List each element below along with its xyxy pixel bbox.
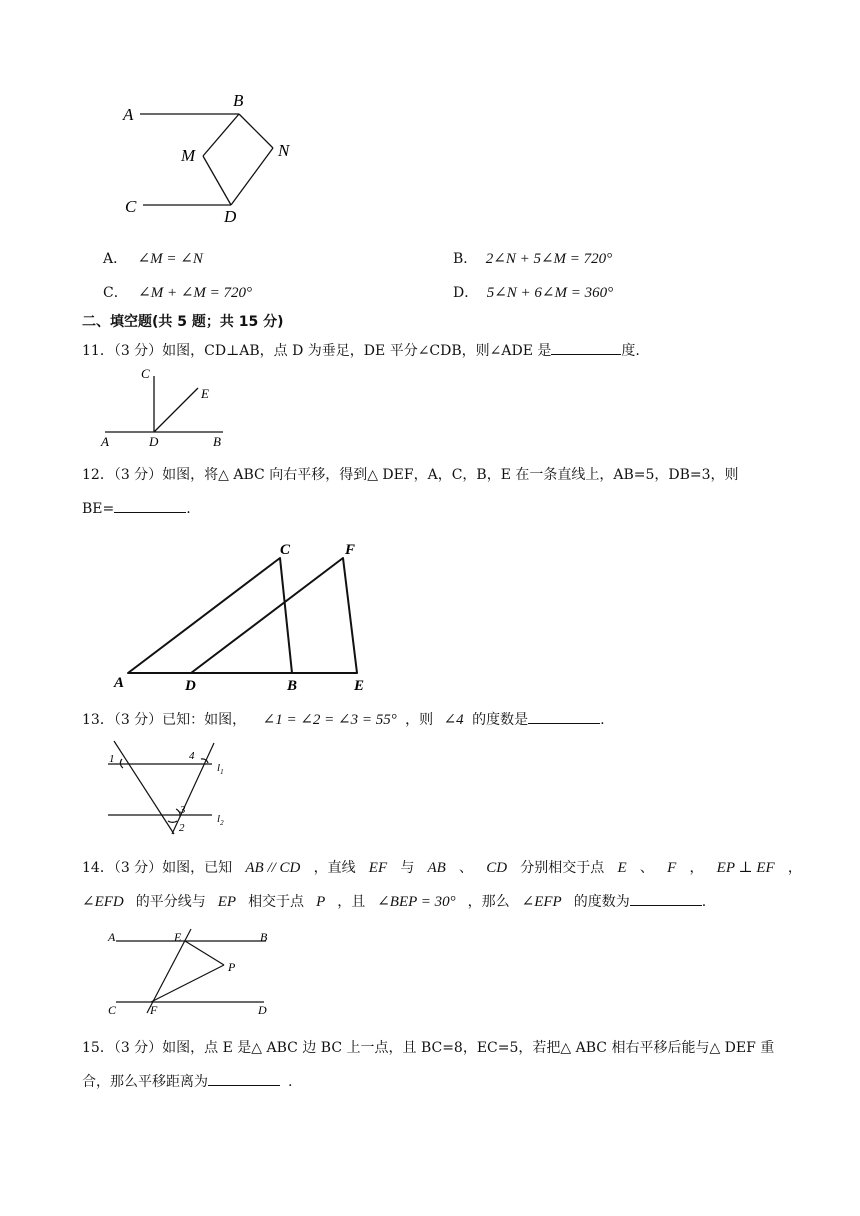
- q14-line1: [82, 857, 802, 877]
- q12-line2: [82, 498, 191, 517]
- q14-line1-run-13: EP ⊥ EF: [716, 860, 775, 876]
- q11-suffix: 度.: [621, 343, 640, 359]
- q15-answer-blank[interactable]: [208, 1071, 280, 1086]
- q14-line2-end-wrap: [630, 891, 706, 910]
- q10-option-d-letter: D．: [453, 285, 479, 301]
- q11-label-a: A: [101, 434, 109, 449]
- q14-line1-run-4: 与: [400, 860, 415, 876]
- q12-answer-blank[interactable]: [114, 498, 186, 513]
- q14-line2-run-1: 的平分线与: [135, 894, 206, 910]
- q11-label-c: C: [141, 366, 150, 381]
- q11-label-e: E: [201, 386, 209, 401]
- q10-label-n: N: [278, 141, 290, 160]
- q10-option-b: [453, 248, 612, 268]
- q14-line1-run-5: AB: [427, 860, 446, 876]
- q14-line1-run-2: ，直线: [313, 860, 356, 876]
- q10-figure: [115, 88, 315, 228]
- q14-label-p: P: [228, 960, 236, 974]
- q14-label-b: B: [260, 930, 268, 944]
- q12-label-e: E: [354, 678, 365, 694]
- q11-label-b: B: [213, 434, 221, 449]
- q10-label-a: A: [123, 105, 134, 124]
- q13-math-angles: ∠1 = ∠2 = ∠3 = 55°: [262, 712, 397, 728]
- q14-line1-run-11: F: [667, 860, 677, 876]
- section-heading: 二、填空题(共 5 题；共 15 分): [82, 314, 284, 330]
- q13-end: .: [600, 712, 605, 728]
- q14-line1-run-14: ，: [787, 860, 802, 876]
- q14-label-a: A: [108, 930, 116, 944]
- q13-prefix: 13．（3 分）已知：如图，: [82, 712, 247, 728]
- q10-label-b: B: [233, 91, 244, 110]
- q12-label-b: B: [287, 678, 298, 694]
- q15-line2: [82, 1071, 292, 1091]
- q14-line2-run-4: P: [316, 894, 326, 910]
- q13-label-l1: $l_1$: [217, 762, 224, 776]
- q13-suffix-text: 的度数是: [472, 712, 529, 728]
- q13-figure: [100, 738, 240, 838]
- q12-line2-prefix: BE=: [82, 501, 115, 517]
- q14-line2: [82, 891, 706, 911]
- q14-line2-end: .: [701, 894, 707, 910]
- q11-figure: [95, 362, 235, 452]
- q13-label-3: 3: [180, 804, 186, 816]
- q14-line1-run-12: ，: [689, 860, 704, 876]
- q13-label-2: 2: [179, 822, 185, 834]
- q14-line2-run-2: EP: [217, 894, 237, 910]
- q14-line2-run-0: ∠EFD: [82, 894, 124, 910]
- q14-line1-run-3: EF: [368, 860, 388, 876]
- q11-question: 11．（3 分）如图，CD⊥AB，点 D 为垂足，DE 平分∠CDB，则∠ADE 是: [82, 343, 552, 359]
- q14-line1-run-0: 14．（3 分）如图，已知: [82, 860, 233, 876]
- q14-line2-parts: [82, 891, 630, 911]
- q15-line2-prefix: 合，那么平移距离为: [82, 1074, 208, 1090]
- q11-answer-blank[interactable]: [551, 340, 621, 355]
- q14-line1-run-9: E: [617, 860, 627, 876]
- q12-line2-suffix: .: [186, 501, 191, 517]
- q14-line2-run-8: ∠EFP: [521, 894, 562, 910]
- q11-text: [82, 340, 640, 360]
- q14-label-d: D: [258, 1003, 267, 1017]
- q13-answer-blank[interactable]: [528, 709, 600, 724]
- q13-math-angle4: ∠4: [443, 712, 464, 728]
- q10-option-d: [453, 282, 613, 302]
- q10-option-b-text: 2∠N + 5∠M = 720°: [485, 251, 613, 267]
- q13-text: [82, 709, 605, 729]
- q14-line2-run-9: 的度数为: [573, 894, 630, 910]
- q14-line2-run-7: ，那么: [467, 894, 510, 910]
- q10-label-d: D: [224, 207, 237, 226]
- q10-label-c: C: [125, 197, 137, 216]
- q14-label-f: F: [150, 1003, 158, 1017]
- q13-label-l2: $l_2$: [217, 813, 224, 827]
- q12-label-a: A: [114, 675, 125, 691]
- q10-option-a-letter: A．: [103, 251, 128, 267]
- q14-line1-run-1: AB // CD: [245, 860, 301, 876]
- q13-mid: ，则: [405, 712, 434, 728]
- q14-line2-run-6: ∠BEP = 30°: [377, 894, 456, 910]
- q14-line1-run-10: 、: [639, 860, 654, 876]
- q12-label-f: F: [345, 542, 356, 558]
- q12-label-c: C: [280, 542, 291, 558]
- q14-line1-run-6: 、: [459, 860, 474, 876]
- q10-option-c-text: ∠M + ∠M = 720°: [138, 285, 253, 301]
- q14-label-c: C: [108, 1003, 117, 1017]
- q10-option-b-letter: B．: [453, 251, 478, 267]
- q12-label-d: D: [185, 678, 196, 694]
- q14-line1-run-8: 分别相交于点: [520, 860, 605, 876]
- q14-line1-run-7: CD: [486, 860, 508, 876]
- q15-line2-suffix: .: [288, 1074, 293, 1090]
- q14-figure: [100, 925, 280, 1025]
- q14-line2-run-3: 相交于点: [248, 894, 305, 910]
- q15-line1: 15．（3 分）如图，点 E 是△ ABC 边 BC 上一点，且 BC=8，EC=5，若把△ ABC 相右平移后能与△ DEF 重: [82, 1040, 775, 1056]
- q10-option-a: [103, 248, 203, 268]
- q12-line1: 12．（3 分）如图，将△ ABC 向右平移，得到△ DEF，A，C，B，E 在一条直线上，AB=5，DB=3，则: [82, 467, 739, 483]
- q14-line2-run-5: ，且: [337, 894, 366, 910]
- q10-option-a-text: ∠M = ∠N: [137, 251, 203, 267]
- q10-option-c: [103, 282, 252, 302]
- q11-label-d: D: [149, 434, 159, 449]
- q10-label-m: M: [181, 146, 196, 165]
- q13-label-1: 1: [109, 753, 115, 765]
- q13-label-4: 4: [189, 750, 195, 762]
- q10-option-c-letter: C．: [103, 285, 128, 301]
- q12-figure: [105, 535, 385, 695]
- q14-label-e: E: [174, 930, 182, 944]
- q14-answer-blank[interactable]: [630, 891, 702, 906]
- q10-option-d-text: 5∠N + 6∠M = 360°: [486, 285, 614, 301]
